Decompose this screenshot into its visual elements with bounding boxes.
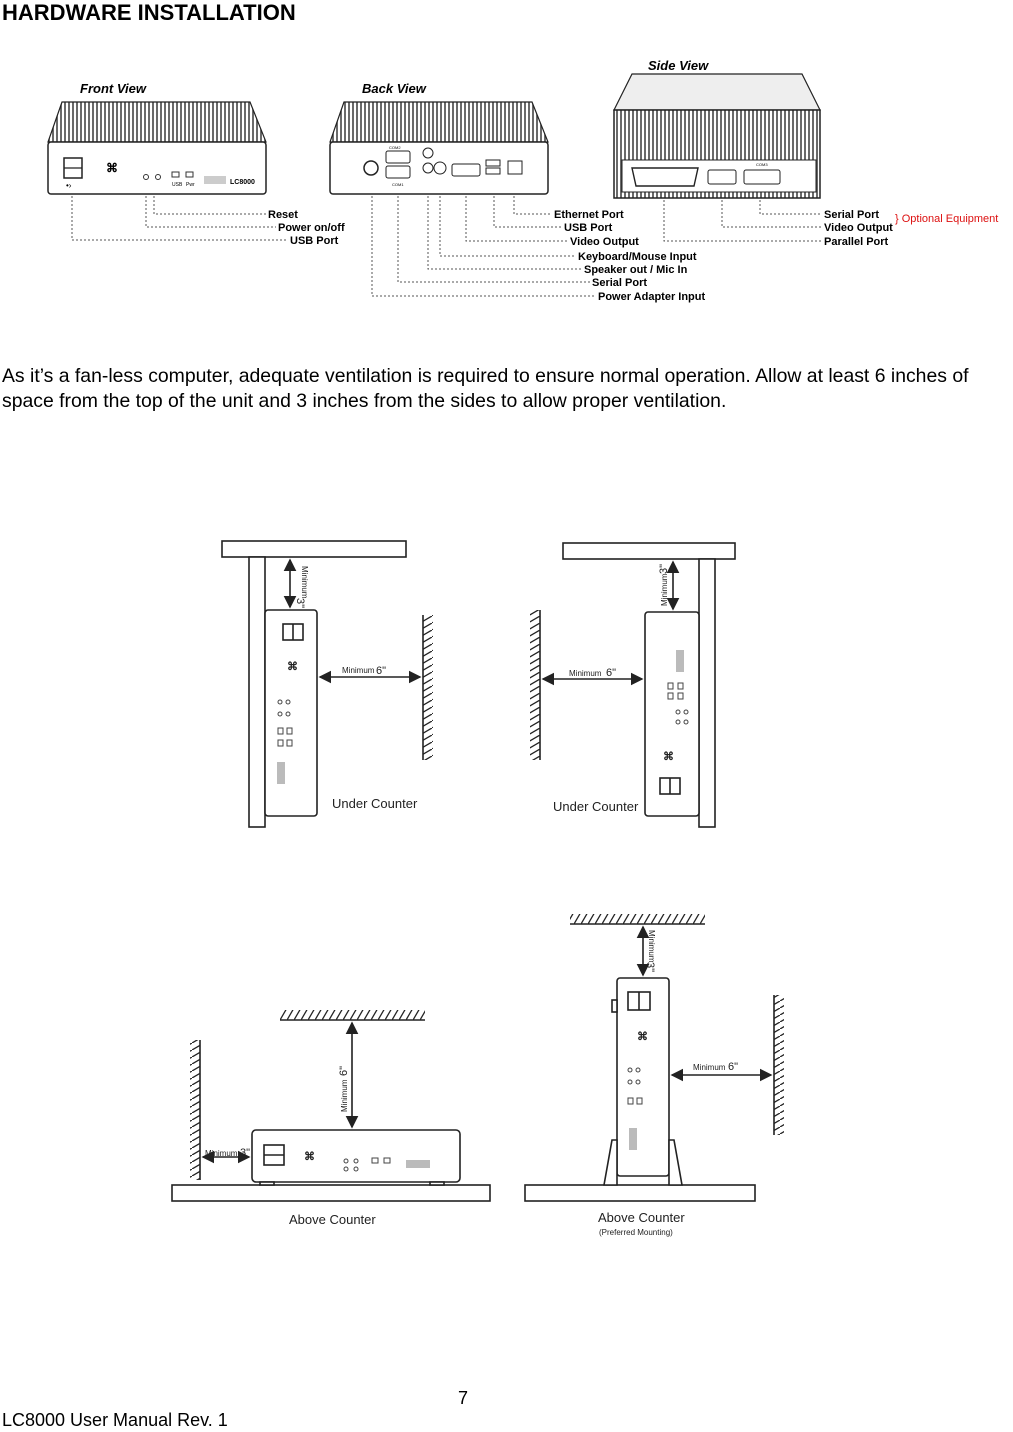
label-speaker: Speaker out / Mic In bbox=[584, 264, 688, 276]
model-badge: LC8000 bbox=[230, 179, 255, 186]
audio-jack-icon bbox=[423, 148, 433, 158]
label-kbd-mouse: Keyboard/Mouse Input bbox=[578, 251, 697, 263]
caption-above-counter-2: Above Counter bbox=[598, 1210, 685, 1225]
mount-under-counter-2 bbox=[530, 543, 735, 827]
label-serial-back: Serial Port bbox=[592, 277, 648, 289]
ps2-port-icon bbox=[364, 161, 378, 175]
page-number: 7 bbox=[458, 1388, 469, 1408]
serial-port-icon bbox=[744, 170, 780, 184]
min-label: Minimum bbox=[647, 930, 656, 963]
min-label: Minimum bbox=[569, 669, 602, 678]
min-label: Minimum bbox=[342, 666, 375, 675]
dim-6in: 6" bbox=[728, 1061, 739, 1073]
svg-text:•›: •› bbox=[66, 181, 72, 190]
label-power: Power on/off bbox=[278, 222, 345, 234]
ventilation-paragraph: As it’s a fan-less computer, adequate ventilation is required to ensure normal operation. Allow at least 6 inches of space from the top of the unit and 3 inches from the sides to allow proper ventilation. bbox=[2, 365, 969, 412]
mounting-diagram bbox=[0, 530, 1013, 1250]
caption-preferred-mounting: (Preferred Mounting) bbox=[599, 1228, 673, 1237]
fan-icon: ⌘ bbox=[304, 1151, 315, 1163]
fan-icon: ⌘ bbox=[637, 1031, 648, 1043]
label-parallel: Parallel Port bbox=[824, 236, 889, 248]
fan-icon: ⌘ bbox=[106, 161, 118, 175]
com3-label: COM3 bbox=[756, 162, 768, 167]
com1-port-icon bbox=[386, 166, 410, 178]
back-view-unit bbox=[330, 102, 548, 194]
dim-6in: 6" bbox=[338, 1065, 350, 1076]
usb-port-icon bbox=[486, 168, 500, 174]
label-power-adapter: Power Adapter Input bbox=[598, 291, 706, 303]
caption-above-counter-1: Above Counter bbox=[289, 1212, 376, 1227]
footer-text: LC8000 User Manual Rev. 1 bbox=[2, 1410, 228, 1430]
dim-3in: 3" bbox=[240, 1147, 251, 1159]
min-label: Minimum bbox=[300, 566, 309, 599]
fan-icon: ⌘ bbox=[287, 661, 298, 673]
min-label: Minimum bbox=[340, 1079, 349, 1112]
caption-under-counter-2: Under Counter bbox=[553, 799, 639, 814]
dim-6in: 6" bbox=[606, 667, 617, 679]
page-title: HARDWARE INSTALLATION bbox=[2, 0, 296, 25]
usb-label: USB bbox=[172, 182, 183, 188]
audio-jack-icon bbox=[423, 163, 433, 173]
caption-under-counter-1: Under Counter bbox=[332, 796, 418, 811]
pwr-label: Pwr bbox=[186, 182, 195, 188]
back-view-title: Back View bbox=[362, 81, 426, 96]
ethernet-port-icon bbox=[508, 161, 522, 174]
optional-equipment-note: } Optional Equipment bbox=[895, 213, 999, 225]
min-label: Minimum bbox=[693, 1063, 726, 1072]
label-video-back: Video Output bbox=[570, 236, 639, 248]
kbd-mouse-port-icon bbox=[434, 162, 446, 174]
side-view-title: Side View bbox=[648, 58, 709, 73]
label-ethernet: Ethernet Port bbox=[554, 209, 624, 221]
label-usb-front: USB Port bbox=[290, 235, 339, 247]
front-view-title: Front View bbox=[80, 81, 146, 96]
vga-port-icon bbox=[452, 164, 480, 176]
video-port-icon bbox=[708, 170, 736, 184]
label-serial-side: Serial Port bbox=[824, 209, 880, 221]
min-label: Minimum bbox=[660, 573, 669, 606]
min-label: Minimum bbox=[205, 1149, 238, 1158]
hardware-diagram bbox=[0, 40, 1013, 310]
mount-under-counter-1 bbox=[222, 541, 433, 827]
parallel-port-icon bbox=[632, 168, 698, 186]
com2-port-icon bbox=[386, 151, 410, 163]
dim-3in: 3" bbox=[644, 962, 656, 973]
leader-lines bbox=[72, 196, 822, 296]
dim-6in: 6" bbox=[376, 665, 387, 677]
logo-icon bbox=[204, 176, 226, 184]
fan-icon: ⌘ bbox=[663, 751, 674, 763]
side-view-unit bbox=[614, 74, 820, 198]
com2-label: COM2 bbox=[389, 145, 401, 150]
dim-3in: 3" bbox=[658, 563, 670, 574]
com1-label: COM1 bbox=[392, 182, 404, 187]
front-view-unit bbox=[48, 102, 266, 194]
label-reset: Reset bbox=[268, 209, 298, 221]
label-video-side: Video Output bbox=[824, 222, 893, 234]
usb-port-icon bbox=[486, 160, 500, 166]
dim-3in: 3" bbox=[294, 598, 306, 609]
label-usb-back: USB Port bbox=[564, 222, 613, 234]
mount-above-counter-1 bbox=[172, 1010, 490, 1201]
